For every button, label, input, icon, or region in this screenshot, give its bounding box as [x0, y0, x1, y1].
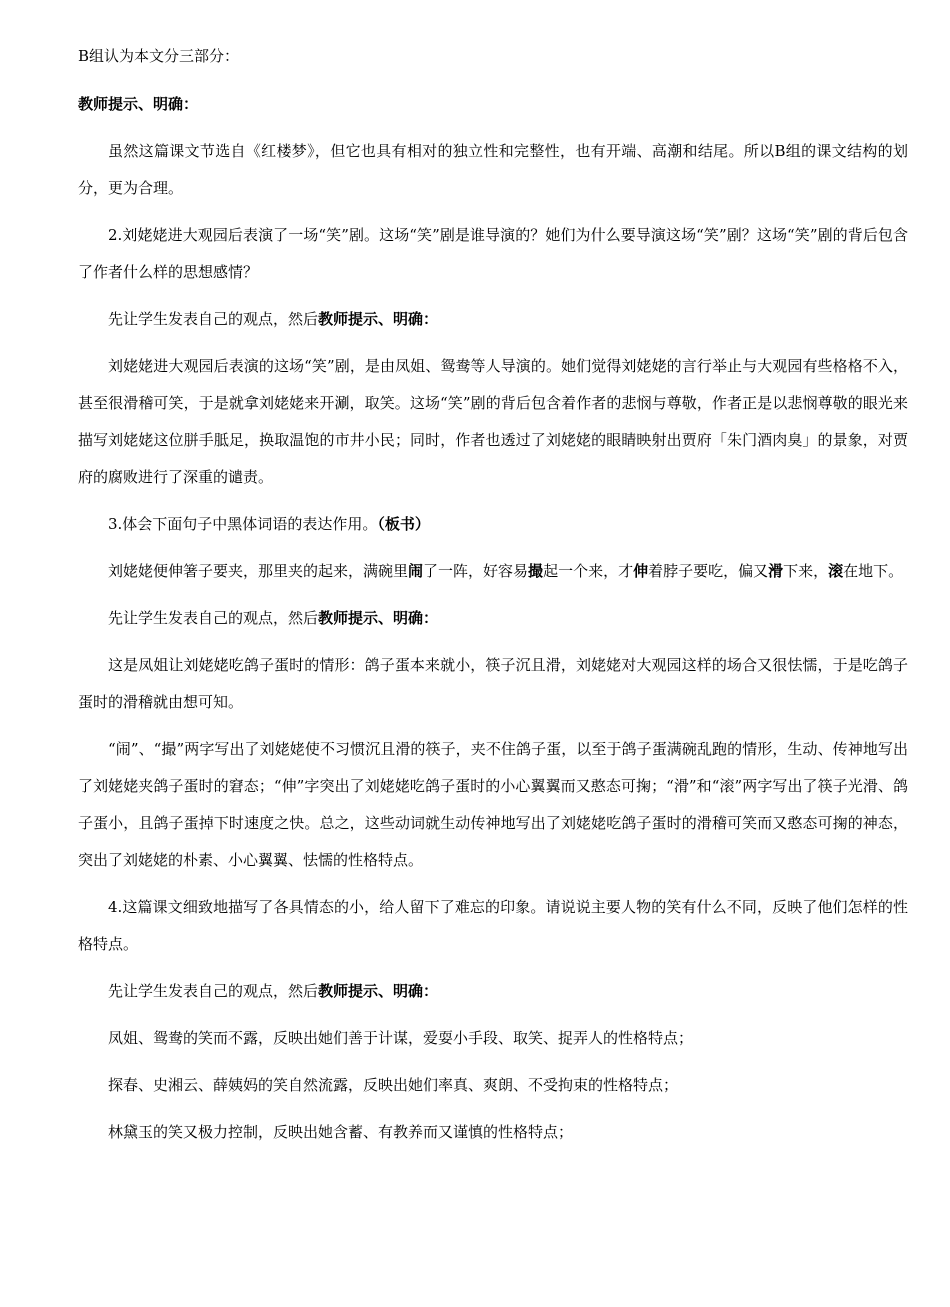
question-4: 4.这篇课文细致地描写了各具情态的小，给人留下了难忘的印象。请说说主要人物的笑有什么不同，反映了他们怎样的性格特点。 — [78, 898, 908, 953]
document-page — [78, 38, 908, 1151]
answer-4a: 凤姐、鸳鸯的笑而不露，反映出她们善于计谋，爱耍小手段、取笑、捉弄人的性格特点； — [108, 1029, 694, 1047]
answer-4b: 探春、史湘云、薛姨妈的笑自然流露，反映出她们率真、爽朗、不受拘束的性格特点； — [108, 1076, 679, 1094]
lead-line-2 — [78, 600, 908, 637]
sentence-part: 起一个来，才 — [543, 562, 634, 580]
question-3-text: 3.体会下面句子中黑体词语的表达作用。 — [108, 515, 378, 533]
answer-2: 刘姥姥进大观园后表演的这场“笑”剧，是由凤姐、鸳鸯等人导演的。她们觉得刘姥姥的言行举止与大观园有些格格不入，甚至很滑稽可笑，于是就拿刘姥姥来开涮，取笑。这场“笑”剧的背后包含着作者的悲悯与尊敬，作者正是以悲悯尊敬的眼光来描写刘姥姥这位胼手胝足，换取温饱的市井小民；同时，作者也透过了刘姥姥的眼睛映射出贾府「朱门酒肉臭」的景象，对贾府的腐败进行了深重的谴责。 — [78, 357, 908, 486]
lead-bold: 教师提示、明确： — [318, 982, 439, 1000]
bold-word-shen: 伸 — [633, 562, 649, 580]
example-sentence — [78, 553, 908, 590]
bold-word-cuo: 撮 — [528, 562, 544, 580]
paragraph-structure-answer: 虽然这篇课文节选自《红楼梦》，但它也具有相对的独立性和完整性，也有开端、高潮和结尾。所以B组的课文结构的划分，更为合理。 — [78, 142, 908, 197]
lead-text: 先让学生发表自己的观点，然后 — [108, 982, 319, 1000]
teacher-hint-heading: 教师提示、明确： — [78, 95, 199, 113]
sentence-part: 了一阵，好容易 — [423, 562, 529, 580]
question-3-board-note: （板书） — [377, 515, 430, 533]
lead-bold: 教师提示、明确： — [318, 609, 439, 627]
bold-word-nao: 闹 — [408, 562, 424, 580]
answer-3b: “闹”、“撮”两字写出了刘姥姥使不习惯沉且滑的筷子，夹不住鸽子蛋，以至于鸽子蛋满碗乱跑的情形，生动、传神地写出了刘姥姥夹鸽子蛋时的窘态；“伸”字突出了刘姥姥吃鸽子蛋时的小心翼翼而又憨态可掬；“滑”和“滚”两字写出了筷子光滑、鸽子蛋小，且鸽子蛋掉下时速度之快。总之，这些动词就生动传神地写出了刘姥姥吃鸽子蛋时的滑稽可笑而又憨态可掬的神态，突出了刘姥姥的朴素、小心翼翼、怯懦的性格特点。 — [78, 740, 908, 869]
lead-bold: 教师提示、明确： — [318, 310, 439, 328]
sentence-part: 在地下。 — [843, 562, 904, 580]
bold-word-hua: 滑 — [768, 562, 784, 580]
lead-line-3 — [78, 973, 908, 1010]
sentence-part: 刘姥姥便伸箸子要夹，那里夹的起来，满碗里 — [108, 562, 409, 580]
lead-text: 先让学生发表自己的观点，然后 — [108, 310, 319, 328]
answer-3a: 这是凤姐让刘姥姥吃鸽子蛋时的情形：鸽子蛋本来就小，筷子沉且滑，刘姥姥对大观园这样的场合又很怯懦，于是吃鸽子蛋时的滑稽就由想可知。 — [78, 656, 908, 711]
bold-word-gun: 滚 — [828, 562, 844, 580]
question-3 — [78, 506, 908, 543]
sentence-part: 着脖子要吃，偏又 — [648, 562, 769, 580]
lead-line-1 — [78, 301, 908, 338]
sentence-part: 下来， — [783, 562, 829, 580]
answer-4c: 林黛玉的笑又极力控制，反映出她含蓄、有教养而又谨慎的性格特点； — [108, 1123, 574, 1141]
question-2: 2.刘姥姥进大观园后表演了一场“笑”剧。这场“笑”剧是谁导演的？她们为什么要导演这场“笑”剧？这场“笑”剧的背后包含了作者什么样的思想感情？ — [78, 226, 908, 281]
paragraph-b-group: B组认为本文分三部分： — [78, 47, 240, 65]
lead-text: 先让学生发表自己的观点，然后 — [108, 609, 319, 627]
